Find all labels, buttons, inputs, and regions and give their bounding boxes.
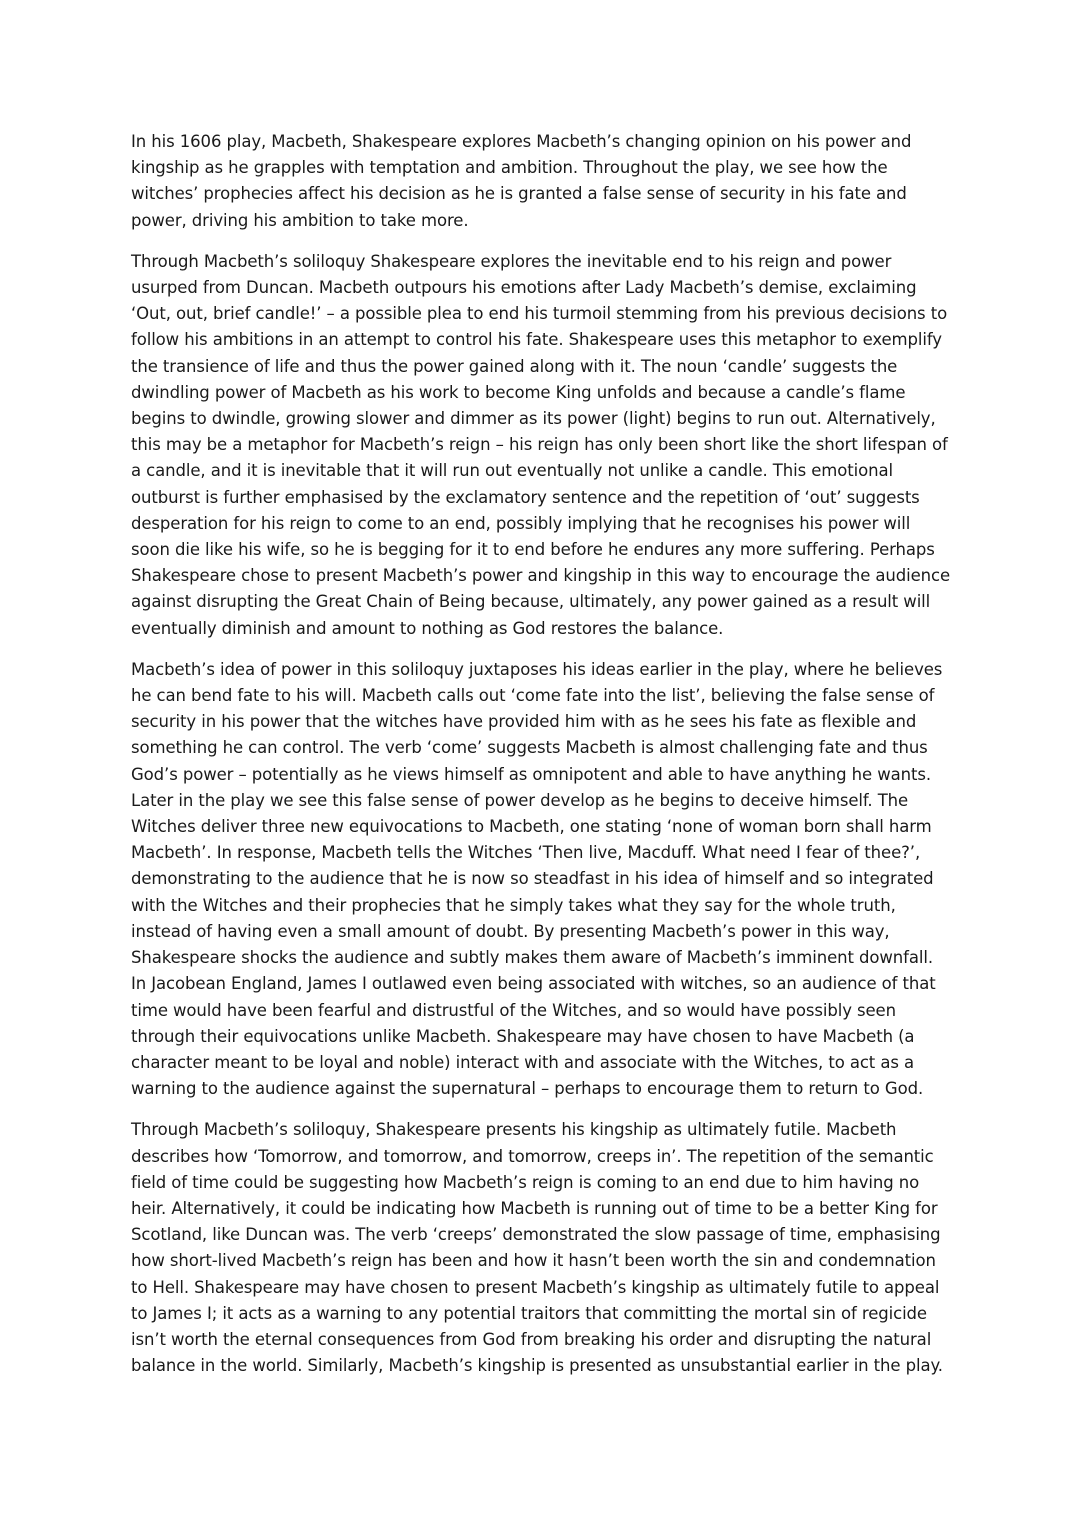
essay-body (131, 129, 951, 1394)
paragraph-futile-kingship: Through Macbeth’s soliloquy, Shakespeare presents his kingship as ultimately futile. Macbeth describes how ‘Tomorrow, and tomorrow, and tomorrow, creeps in’. The repetition of the semantic field of time could be suggesting how Macbeth’s reign is coming to an end due to him having no heir. Alternatively, it could be indicating how Macbeth is running out of time to be a better King for Scotland, like Duncan was. The verb ‘creeps’ demonstrated the slow passage of time, emphasising how short-lived Macbeth’s reign has been and how it hasn’t been worth the sin and condemnation to Hell. Shakespeare may have chosen to present Macbeth’s kingship as ultimately futile to appeal to James I; it acts as a warning to any potential traitors that committing the mortal sin of regicide isn’t worth the eternal consequences from God from breaking his order and disrupting the natural balance in the world. Similarly, Macbeth’s kingship is presented as unsubstantial earlier in the play. (131, 1120, 943, 1376)
paragraph-fate-and-witches: Macbeth’s idea of power in this soliloquy juxtaposes his ideas earlier in the play, where he believes he can bend fate to his will. Macbeth calls out ‘come fate into the list’, believing the false sense of security in his power that the witches have provided him with as he sees his fate as flexible and something he can control. The verb ‘come’ suggests Macbeth is almost challenging fate and thus God’s power – potentially as he views himself as omnipotent and able to have anything he wants. Later in the play we see this false sense of power develop as he begins to deceive himself. The Witches deliver three new equivocations to Macbeth, one stating ‘none of woman born shall harm Macbeth’. In response, Macbeth tells the Witches ‘Then live, Macduff. What need I fear of thee?’, demonstrating to the audience that he is now so steadfast in his idea of himself and so integrated with the Witches and their prophecies that he simply takes what they say for the whole truth, instead of having even a small amount of doubt. By presenting Macbeth’s power in this way, Shakespeare shocks the audience and subtly makes them aware of Macbeth’s imminent downfall. In Jacobean England, James I outlawed even being associated with witches, so an audience of that time would have been fearful and distrustful of the Witches, and so would have possibly seen through their equivocations unlike Macbeth. Shakespeare may have chosen to have Macbeth (a character meant to be loyal and noble) interact with and associate with the Witches, to act as a warning to the audience against the supernatural – perhaps to encourage them to return to God. (131, 659, 943, 1099)
paragraph-introduction: In his 1606 play, Macbeth, Shakespeare explores Macbeth’s changing opinion on his power and kingship as he grapples with temptation and ambition. Throughout the play, we see how the witches’ prophecies affect his decision as he is granted a false sense of security in his fate and power, driving his ambition to take more. (131, 132, 912, 230)
paragraph-candle-metaphor: Through Macbeth’s soliloquy Shakespeare explores the inevitable end to his reign and power usurped from Duncan. Macbeth outpours his emotions after Lady Macbeth’s demise, exclaiming ‘Out, out, brief candle!’ – a possible plea to end his turmoil stemming from his previous decisions to follow his ambitions in an attempt to control his fate. Shakespeare uses this metaphor to exemplify the transience of life and thus the power gained along with it. The noun ‘candle’ suggests the dwindling power of Macbeth as his work to become King unfolds and because a candle’s flame begins to dwindle, growing slower and dimmer as its power (light) begins to run out. Alternatively, this may be a metaphor for Macbeth’s reign – his reign has only been short like the short lifespan of a candle, and it is inevitable that it will run out eventually not unlike a candle. This emotional outburst is further emphasised by the exclamatory sentence and the repetition of ‘out’ suggests desperation for his reign to come to an end, possibly implying that he recognises his power will soon die like his wife, so he is begging for it to end before he endures any more suffering. Perhaps Shakespeare chose to present Macbeth’s power and kingship in this way to encourage the audience against disrupting the Great Chain of Being because, ultimately, any power gained as a result will eventually diminish and amount to nothing as God restores the balance. (131, 251, 951, 638)
